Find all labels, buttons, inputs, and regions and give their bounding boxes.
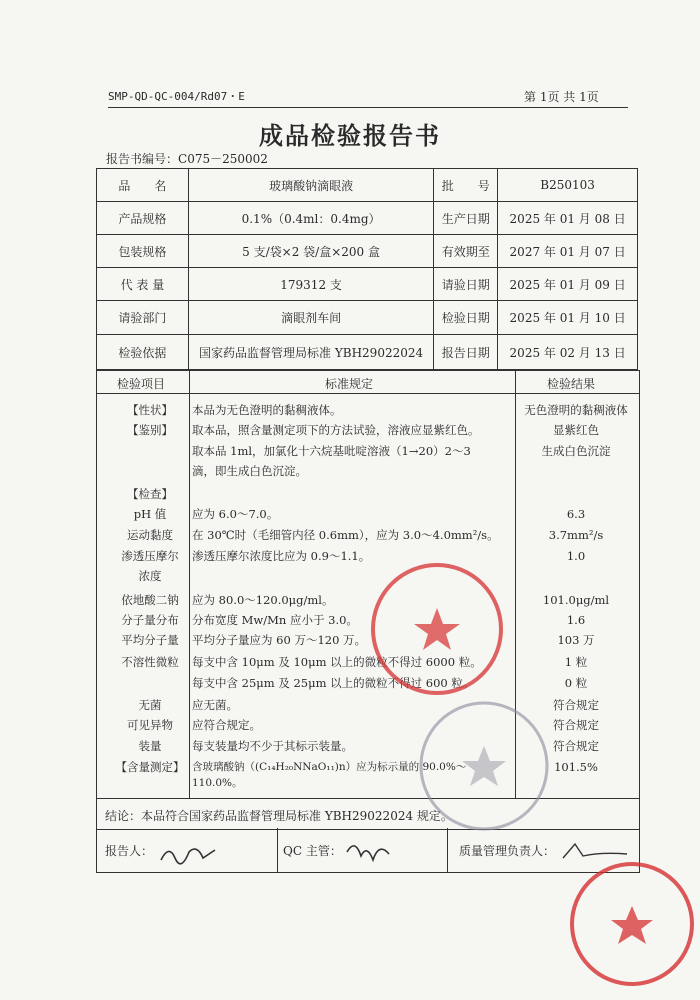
- item-viscosity: 运动黏度: [127, 528, 173, 542]
- item-assay: 【含量测定】: [115, 760, 185, 774]
- reporter-signature: [159, 838, 219, 873]
- spec-assay: 含玻璃酸钠（(C₁₄H₂₀NNaO₁₁)n）应为标示量的 90.0%～110.0%。: [192, 761, 467, 789]
- pack-label: 包装规格: [97, 235, 189, 268]
- result-particles-2: 0 粒: [564, 676, 588, 690]
- info-table: [96, 168, 638, 370]
- item-ph: pH 值: [133, 507, 167, 521]
- test-date-value: 2025 年 01 月 10 日: [498, 301, 638, 335]
- exp-value: 2027 年 01 月 07 日: [498, 235, 638, 268]
- spec-appearance: 本品为无色澄明的黏稠液体。: [192, 403, 342, 417]
- exp-label: 有效期至: [434, 235, 498, 268]
- report-number-value: C075－250002: [178, 152, 268, 166]
- spec-sterility: 应无菌。: [192, 698, 238, 712]
- spec-value: 0.1%（0.4ml：0.4mg）: [188, 202, 434, 235]
- page-title: 成品检验报告书: [259, 121, 441, 150]
- spec-fill-volume: 每支装量均不少于其标示装量。: [192, 739, 353, 753]
- result-particles-1: 1 粒: [564, 655, 588, 669]
- qty-value: 179312 支: [188, 268, 434, 301]
- item-mw-distribution: 分子量分布: [121, 613, 179, 627]
- header-divider: [108, 107, 628, 108]
- item-visible-particles: 可见异物: [127, 718, 173, 732]
- item-appearance: 【性状】: [127, 403, 173, 417]
- qm-label: 质量管理负责人：: [459, 844, 556, 858]
- qc-supervisor-label: QC 主管：: [283, 844, 342, 858]
- req-date-label: 请验日期: [434, 268, 498, 301]
- result-osmolality: 1.0: [566, 549, 586, 563]
- conclusion-text: 结论：本品符合国家药品监督管理局标准 YBH29022024 规定。: [105, 809, 453, 823]
- item-edetate: 依地酸二钠: [121, 593, 179, 607]
- result-visible-particles: 符合规定: [553, 718, 599, 732]
- company-seal-red: [368, 560, 506, 698]
- signature-row: [96, 828, 640, 873]
- result-appearance: 无色澄明的黏稠液体: [524, 403, 628, 417]
- mfg-label: 生产日期: [434, 202, 498, 235]
- spec-mw-distribution: 分布宽度 Mw/Mn 应小于 3.0。: [192, 613, 358, 627]
- conclusion-row: [96, 798, 640, 830]
- dept-label: 请验部门: [97, 301, 189, 335]
- basis-value: 国家药品监督管理局标准 YBH29022024: [188, 335, 434, 370]
- batch-value: B250103: [498, 169, 638, 202]
- dept-value: 滴眼剂车间: [188, 301, 434, 335]
- mfg-value: 2025 年 01 月 08 日: [498, 202, 638, 235]
- reporter-label: 报告人：: [105, 844, 154, 858]
- report-date-value: 2025 年 02 月 13 日: [498, 335, 638, 370]
- result-average-mw: 103 万: [557, 633, 595, 647]
- item-tests-heading: 【检查】: [127, 487, 173, 501]
- result-ph: 6.3: [566, 507, 586, 521]
- quality-seal-red: [568, 860, 696, 988]
- header-standard: 标准规定: [325, 377, 374, 391]
- report-date-label: 报告日期: [434, 335, 498, 370]
- pack-value: 5 支/袋×2 袋/盒×200 盒: [188, 235, 434, 268]
- result-viscosity: 3.7mm²/s: [548, 528, 604, 542]
- qty-label: 代 表 量: [97, 268, 189, 301]
- spec-particles-2: 每支中含 25μm 及 25μm 以上的微粒不得过 600 粒。: [192, 676, 475, 690]
- header-item: 检验项目: [117, 377, 166, 391]
- item-osmolality-1: 渗透压摩尔: [121, 549, 179, 563]
- spec-identification-2: 取本品 1ml，加氯化十六烷基吡啶溶液（1→20）2～3: [192, 444, 471, 458]
- spec-ph: 应为 6.0～7.0。: [192, 507, 279, 521]
- item-osmolality-2: 浓度: [138, 569, 162, 583]
- column-divider: [447, 828, 448, 872]
- item-particles: 不溶性微粒: [121, 655, 179, 669]
- item-sterility: 无菌: [138, 698, 162, 712]
- report-number-label: 报告书编号：: [106, 152, 179, 166]
- item-fill-volume: 装量: [138, 739, 162, 753]
- column-divider: [277, 828, 278, 872]
- req-date-value: 2025 年 01 月 09 日: [498, 268, 638, 301]
- result-identification-1: 显紫红色: [553, 423, 599, 437]
- test-table-header: [97, 370, 639, 394]
- spec-particles-1: 每支中含 10μm 及 10μm 以上的微粒不得过 6000 粒。: [192, 655, 482, 669]
- product-value: 玻璃酸钠滴眼液: [188, 169, 434, 202]
- spec-identification-3: 滴，即生成白色沉淀。: [192, 464, 307, 478]
- qc-supervisor-signature: [343, 834, 393, 873]
- batch-label: 批 号: [434, 169, 498, 202]
- result-sterility: 符合规定: [553, 698, 599, 712]
- test-date-label: 检验日期: [434, 301, 498, 335]
- spec-identification-1: 取本品，照含量测定项下的方法试验，溶液应显紫红色。: [192, 423, 480, 437]
- result-assay: 101.5%: [554, 760, 598, 774]
- product-label: 品 名: [97, 169, 189, 202]
- basis-label: 检验依据: [97, 335, 189, 370]
- spec-edetate: 应为 80.0～120.0μg/ml。: [192, 593, 334, 607]
- spec-osmolality: 渗透压摩尔浓度比应为 0.9～1.1。: [192, 549, 371, 563]
- spec-average-mw: 平均分子量应为 60 万～120 万。: [192, 633, 367, 647]
- result-mw-distribution: 1.6: [566, 613, 586, 627]
- company-seal-gray: [416, 698, 552, 834]
- header-result: 检验结果: [547, 377, 596, 391]
- result-fill-volume: 符合规定: [553, 739, 599, 753]
- page-info: 第 1页 共 1页: [524, 90, 599, 104]
- result-edetate: 101.0μg/ml: [542, 593, 610, 607]
- spec-label: 产品规格: [97, 202, 189, 235]
- result-identification-2: 生成白色沉淀: [541, 444, 611, 458]
- spec-visible-particles: 应符合规定。: [192, 718, 261, 732]
- spec-viscosity: 在 30℃时（毛细管内径 0.6mm），应为 3.0～4.0mm²/s。: [192, 528, 499, 542]
- item-average-mw: 平均分子量: [121, 633, 179, 647]
- document-code: SMP-QD-QC-004/Rd07・E: [108, 90, 245, 103]
- item-identification: 【鉴别】: [127, 423, 173, 437]
- report-number: [106, 150, 268, 167]
